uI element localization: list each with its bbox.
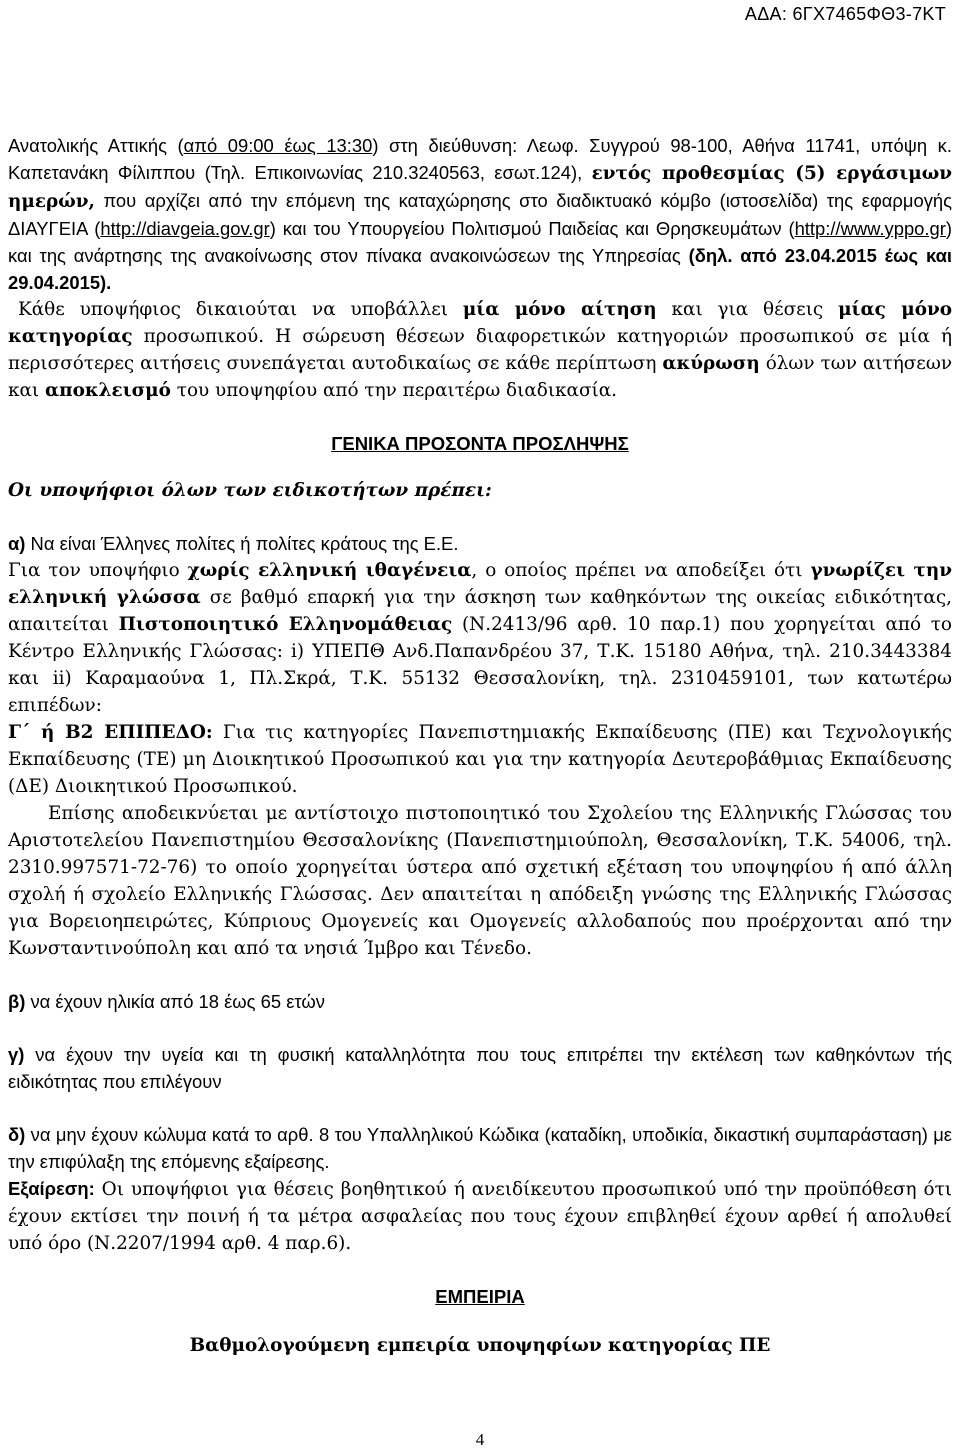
exception-label: Εξαίρεση: [8,1178,95,1199]
deadline-text: εντός προθεσμίας (5) εργάσιμων ημερών, [8,163,952,212]
office-hours: από 09:00 έως 13:30 [183,135,373,156]
requirement-c [8,1041,952,1095]
requirement-text: να μην έχουν κώλυμα κατά το αρθ. 8 του Υπαλληλικού Κώδικα (καταδίκη, υποδικία, δικαστική συμπαράσταση) με την επιφύλαξη της επόμενης εξαίρεσης. [8,1124,952,1172]
level-label: Γ΄ ή Β2 ΕΠΙΠΕΔΟ: [8,722,213,743]
bold-text: μίας μόνο κατηγορίας [8,299,952,347]
bold-text: αποκλεισμό [44,380,171,401]
experience-subheading: Βαθμολογούμενη εμπειρία υποψηφίων κατηγορίας ΠΕ [189,1335,771,1356]
requirement-label: α) [8,533,26,554]
diavgeia-link[interactable]: http://diavgeia.gov.gr [100,218,270,239]
certificate-paragraph: Επίσης αποδεικνύεται με αντίστοιχο πιστοποιητικό του Σχολείου της Ελληνικής Γλώσσας του Αριστοτελείου Πανεπιστημίου Θεσσαλονίκης (Πανεπιστημιούπολη, Θεσσαλονίκη, Τ.Κ. 54006, τηλ. 2310.997571-72-76) το οποίο χορηγείται ύστερα από σχετική εξέταση του υποψηφίου ή από άλλη σχολή ή σχολείο Ελληνικής Γλώσσας. Δεν απαιτείται η απόδειξη γνώσης της Ελληνικής Γλώσσας για Βορειοηπειρώτες, Κύπριους Ομογενείς και Ομογενείς αλλοδαπούς που προέρχονται από την Κωνσταντινούπολη και από τα νησιά Ίμβρο και Τένεδο. [8,803,952,959]
text: Για τον υποψήφιο [8,560,188,581]
ada-code: ΑΔΑ: 6ΓΧ7465ΦΘ3-7ΚΤ [744,4,946,24]
text: Για τις κατηγορίες Πανεπιστημιακής Εκπαίδευσης (ΠΕ) και Τεχνολογικής Εκπαίδευσης (ΤΕ) μη Διοικητικού Προσωπικού και για την κατηγορία Δευτεροβάθμιας Εκπαίδευσης (ΔΕ) Διοικητικού Προσωπικού. [8,722,953,797]
text: ) και της ανάρτησης της ανακοίνωσης στον πίνακα ανακοινώσεων της Υπηρεσίας [8,218,952,266]
text: , ο οποίος πρέπει να αποδείξει ότι [471,560,811,581]
text: ) στη διεύθυνση: Λεωφ. Συγγρού 98-100, Αθήνα 11741, υπόψη κ. Καπετανάκη Φίλιππου (Τηλ. Επικοινωνίας 210.3240563, εσωτ.124), [8,135,952,183]
text: και για θέσεις [656,299,839,320]
text: προσωπικού. Η σώρευση θέσεων διαφορετικών κατηγοριών προσωπικού σε μία ή περισσότερες αιτήσεις συνεπάγεται αυτοδικαίως σε κάθε περίπτωση [8,326,952,374]
single-application-paragraph [8,296,952,404]
bold-text: μία μόνο αίτηση [462,299,657,320]
text: ) και του Υπουργείου Πολιτισμού Παιδείας και Θρησκευμάτων ( [269,218,795,239]
bold-text: γνωρίζει την ελληνική γλώσσα [8,560,953,608]
dates-text: (δηλ. από 23.04.2015 έως και 29.04.2015). [8,245,953,293]
requirement-label: β) [8,991,26,1012]
requirement-text: να έχουν ηλικία από 18 έως 65 ετών [25,991,325,1012]
bold-text: ακύρωση [662,353,760,374]
requirement-text: Να είναι Έλληνες πολίτες ή πολίτες κράτους της Ε.Ε. [25,533,459,554]
text: όλων των αιτήσεων και [8,353,953,401]
requirement-label: δ) [8,1124,26,1145]
text: του υποψηφίου από την περαιτέρω διαδικασία. [170,380,617,401]
text: (Ν.2413/96 αρθ. 10 παρ.1) που χορηγείται από το Κέντρο Ελληνικής Γλώσσας: i) ΥΠΕΠΘ Ανδ.Παπανδρέου 37, Τ.Κ. 15180 Αθήνα, τηλ. 210.3443384 και ii) Καραμαούνα 1, Πλ.Σκρά, Τ.Κ. 55132 Θεσσαλονίκη, τηλ. 2310459101, των κατωτέρω επιπέδων: [8,614,953,716]
text: σε βαθμό επαρκή για την άσκηση των καθηκόντων της οικείας ειδικότητας, απαιτείται [8,587,952,635]
document-body [8,132,952,1359]
bold-text: χωρίς ελληνική ιθαγένεια [187,560,472,581]
exception-paragraph [8,1175,952,1257]
yppo-link[interactable]: http://www.yppo.gr [794,218,946,239]
exception-text: Οι υποψήφιοι για θέσεις βοηθητικού ή ανειδίκευτου προσωπικού υπό την προϋπόθεση ότι έχουν εκτίσει την ποινή ή τα μέτρα ασφαλείας που τους έχουν επιβληθεί έχουν αρθεί ή απολυθεί υπό όρο (Ν.2207/1994 αρθ. 4 παρ.6). [8,1179,952,1254]
general-requirements-heading: ΓΕΝΙΚΑ ΠΡΟΣΟΝΤΑ ΠΡΟΣΛΗΨΗΣ [331,433,629,454]
greek-language-paragraph [8,557,952,719]
experience-heading: ΕΜΠΕΙΡΙΑ [435,1286,525,1307]
requirement-text: να έχουν την υγεία και τη φυσική καταλληλότητα που τους επιτρέπει την εκτέλεση των καθηκόντων τής ειδικότητας που επιλέγουν [8,1044,952,1092]
requirement-label: γ) [8,1044,25,1065]
submission-paragraph [8,132,952,296]
page-number: 4 [475,1430,485,1449]
requirement-b [8,988,952,1015]
all-candidates-subheading: Οι υποψήφιοι όλων των ειδικοτήτων πρέπει: [8,480,492,501]
text: Κάθε υποψήφιος δικαιούται να υποβάλλει [18,299,463,320]
text: που αρχίζει από την επόμενη της καταχώρησης στο διαδικτυακό κόμβο (ιστοσελίδα) της εφαρμογής ΔΙΑΥΓΕΙΑ ( [8,190,952,239]
requirement-d [8,1121,952,1175]
bold-text: Πιστοποιητικό Ελληνομάθειας [118,614,453,635]
level-paragraph [8,719,952,800]
requirement-a [8,530,952,557]
text: Ανατολικής Αττικής ( [8,135,184,156]
